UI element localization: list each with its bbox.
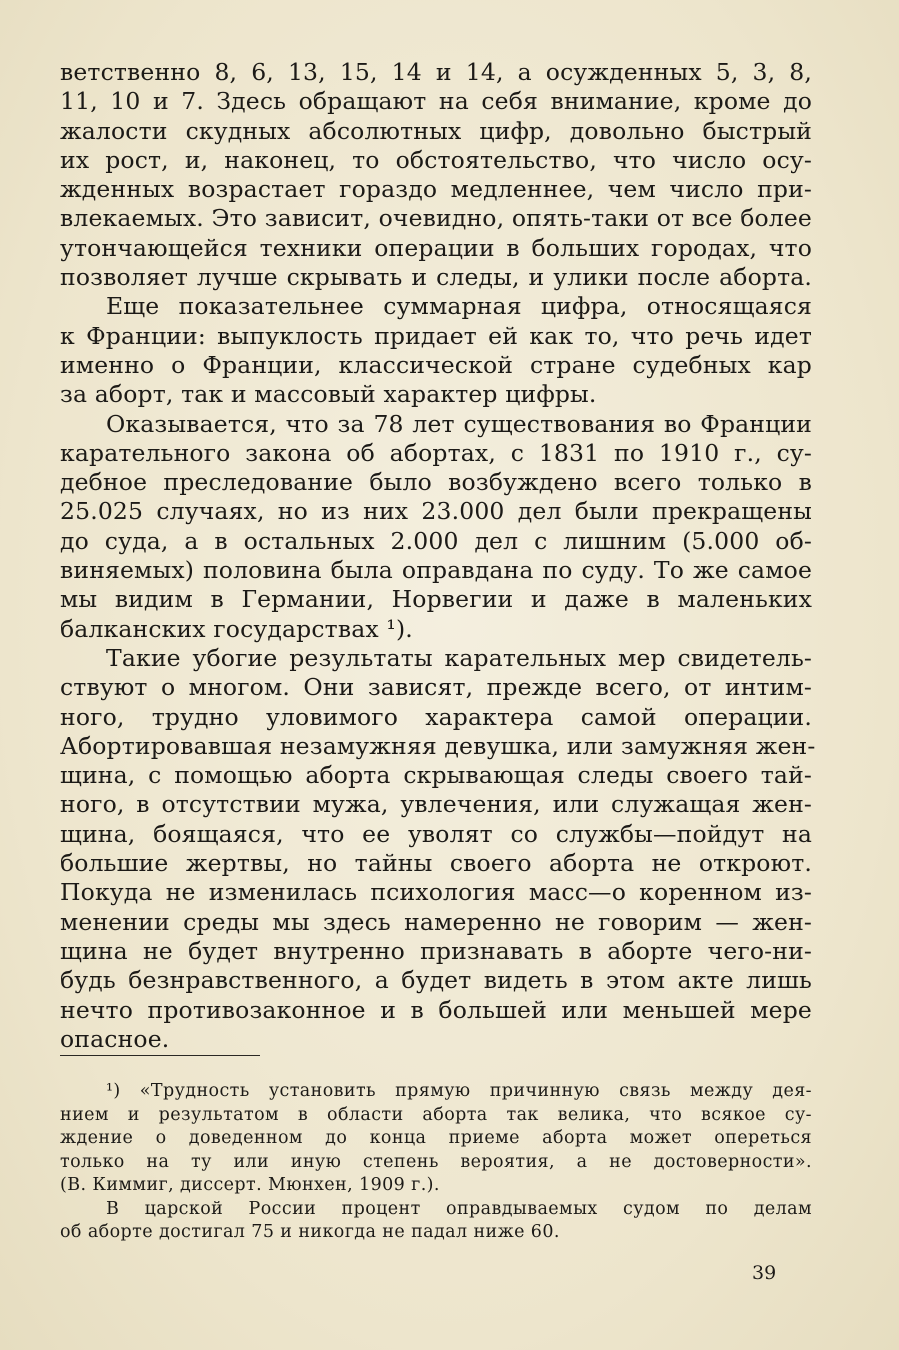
text-line: щина не будет внутренно признавать в аборте чего-ни- (60, 936, 812, 965)
text-line: виняемых) половина была оправдана по суду. То же самое (60, 556, 812, 585)
text-line: их рост, и, наконец, то обстоятельство, что число осу- (60, 145, 812, 174)
text-line: Покуда не изменилась психология масс—о коренном из- (60, 878, 812, 907)
footnote-line: нием и результатом в области аборта так велика, что всякое су- (60, 1104, 812, 1125)
text-line: ствуют о многом. Они зависят, прежде всего, от интим- (60, 673, 812, 702)
text-line: опасное. (60, 1024, 170, 1053)
text-line: дебное преследование было возбуждено всего только в (60, 468, 812, 497)
text-line: большие жертвы, но тайны своего аборта не откроют. (60, 849, 812, 878)
footnote-line: (В. Киммиг, диссерт. Мюнхен, 1909 г.). (60, 1175, 440, 1195)
footnote-line: В царской России процент оправдываемых судом по делам (106, 1198, 812, 1219)
text-line: ного, в отсутствии мужа, увлечения, или служащая жен- (60, 790, 812, 819)
page-number: 39 (752, 1262, 777, 1284)
text-line: утончающейся техники операции в больших городах, что (60, 233, 812, 262)
text-line: 11, 10 и 7. Здесь обращают на себя внимание, кроме до (60, 87, 812, 116)
text-line: ветственно 8, 6, 13, 15, 14 и 14, а осужденных 5, 3, 8, (60, 58, 812, 86)
footnote-line: только на ту или иную степень вероятия, а не достоверности». (60, 1151, 812, 1172)
footnote-line: ¹) «Трудность установить прямую причинную связь между дея- (106, 1081, 812, 1101)
text-line: жденных возрастает гораздо медленнее, чем число при- (60, 175, 812, 204)
text-line: менении среды мы здесь намеренно не говорим — жен- (60, 907, 812, 936)
text-line: к Франции: выпуклость придает ей как то, что речь идет (60, 321, 812, 350)
text-line: карательного закона об абортах, с 1831 по 1910 г., су- (60, 438, 812, 467)
footnote-line: ждение о доведенном до конца приеме аборта может опереться (60, 1128, 812, 1148)
text-line: именно о Франции, классической стране судебных кар (60, 350, 812, 379)
text-line: мы видим в Германии, Норвегии и даже в маленьких (60, 585, 812, 614)
text-line: 25.025 случаях, но из них 23.000 дел были прекращены (60, 497, 812, 526)
text-line: Абортировавшая незамужняя девушка, или замужняя жен- (60, 731, 816, 760)
text-line: до суда, а в остальных 2.000 дел с лишним (5.000 об- (60, 526, 812, 555)
text-line: будь безнравственного, а будет видеть в этом акте лишь (60, 966, 812, 995)
text-line: влекаемых. Это зависит, очевидно, опять-таки от все более (60, 204, 812, 233)
footnote-line: об аборте достигал 75 и никогда не падал ниже 60. (60, 1222, 560, 1242)
text-line: ного, трудно уловимого характера самой операции. (60, 702, 812, 731)
text-line: щина, с помощью аборта скрывающая следы своего тай- (60, 761, 812, 790)
text-line: Оказывается, что за 78 лет существования во Франции (106, 409, 812, 438)
text-line: щина, боящаяся, что ее уволят со службы—пойдут на (60, 819, 812, 848)
text-line: жалости скудных абсолютных цифр, довольно быстрый (60, 116, 812, 145)
text-line: Такие убогие результаты карательных мер свидетель- (106, 643, 812, 672)
text-line: нечто противозаконное и в большей или меньшей мере (60, 995, 812, 1024)
footnote (60, 1080, 812, 1245)
text-line: балканских государствах ¹). (60, 614, 413, 643)
text-line: за аборт, так и массовый характер цифры. (60, 380, 597, 409)
main-text (60, 58, 816, 1054)
text-line: позволяет лучше скрывать и следы, и улики после аборта. (60, 263, 812, 292)
footnote-divider (60, 1055, 260, 1056)
text-line: Еще показательнее суммарная цифра, относящаяся (106, 292, 812, 321)
